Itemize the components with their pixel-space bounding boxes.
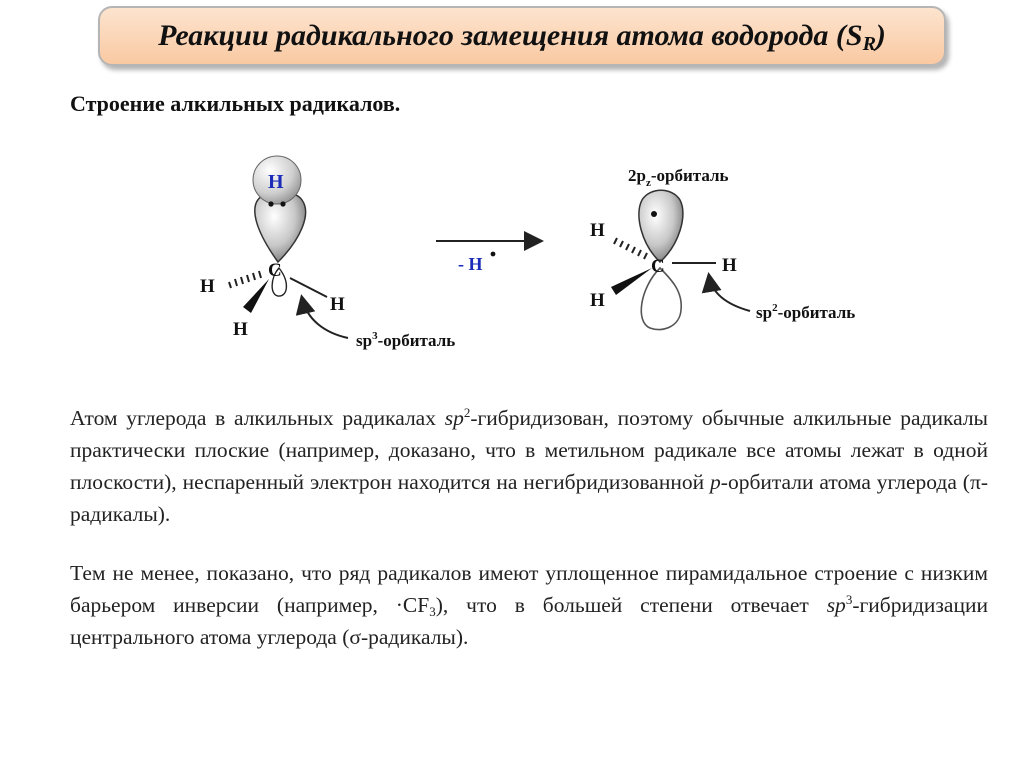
paragraph-sp2: Атом углерода в алкильных радикалах $sp^2$-гибридизован, поэтому обычные алкильные радикалы практически плоские (например, доказано, что в метильном радикале все атомы лежат в одной плоскости), неспаренный электрон находится на негибридизованной p-орбитали атома углерода (π-радикалы). — [70, 405, 988, 526]
p-orbital-upper-lobe — [639, 190, 683, 262]
sp3-orbital-label: $sp^3$-орбиталь — [356, 330, 456, 350]
slide-title: Реакции радикального замещения атома водорода $(S_R)$ — [158, 19, 886, 55]
plain-bond — [290, 278, 327, 297]
h-label: H — [330, 294, 345, 315]
paragraph-sp3: Тем не менее, показано, что ряд радикалов имеют уплощенное пирамидальное строение с низким барьером инверсии (например, $\cdot CF_3$), что в большей степени отвечает $sp^3$-гибридизации центрального атома углерода (σ-радикалы). — [70, 561, 988, 649]
h-label: H — [590, 220, 605, 241]
section-heading: Строение алкильных радикалов. — [70, 91, 401, 116]
h-ball-label: H — [268, 171, 284, 193]
h-label: H — [722, 255, 737, 276]
sp2-pointer-arrow — [709, 276, 750, 311]
electron-dot — [268, 201, 273, 206]
wedge-bond — [243, 279, 269, 313]
unpaired-electron-dot — [651, 211, 657, 217]
carbon-label: C — [651, 256, 665, 277]
arrow-label: - H — [458, 254, 483, 274]
hashed-bond — [229, 271, 261, 288]
electron-dot — [491, 252, 496, 257]
sp3-structure — [200, 156, 455, 350]
radical-structure-diagram — [0, 140, 1024, 350]
sp2-orbital-label: $sp^2$-орбиталь — [756, 302, 856, 322]
sp2-structure — [590, 166, 855, 330]
carbon-label: C — [268, 260, 282, 281]
title-banner — [98, 6, 946, 66]
h-label: H — [233, 319, 248, 340]
reaction-arrow — [436, 241, 540, 274]
electron-dot — [280, 201, 285, 206]
h-label: H — [590, 290, 605, 311]
p-orbital-label: $2p_z$-орбиталь — [628, 166, 729, 189]
hashed-bond — [614, 238, 647, 259]
h-label: H — [200, 276, 215, 297]
p-orbital-lower-lobe — [641, 268, 681, 330]
